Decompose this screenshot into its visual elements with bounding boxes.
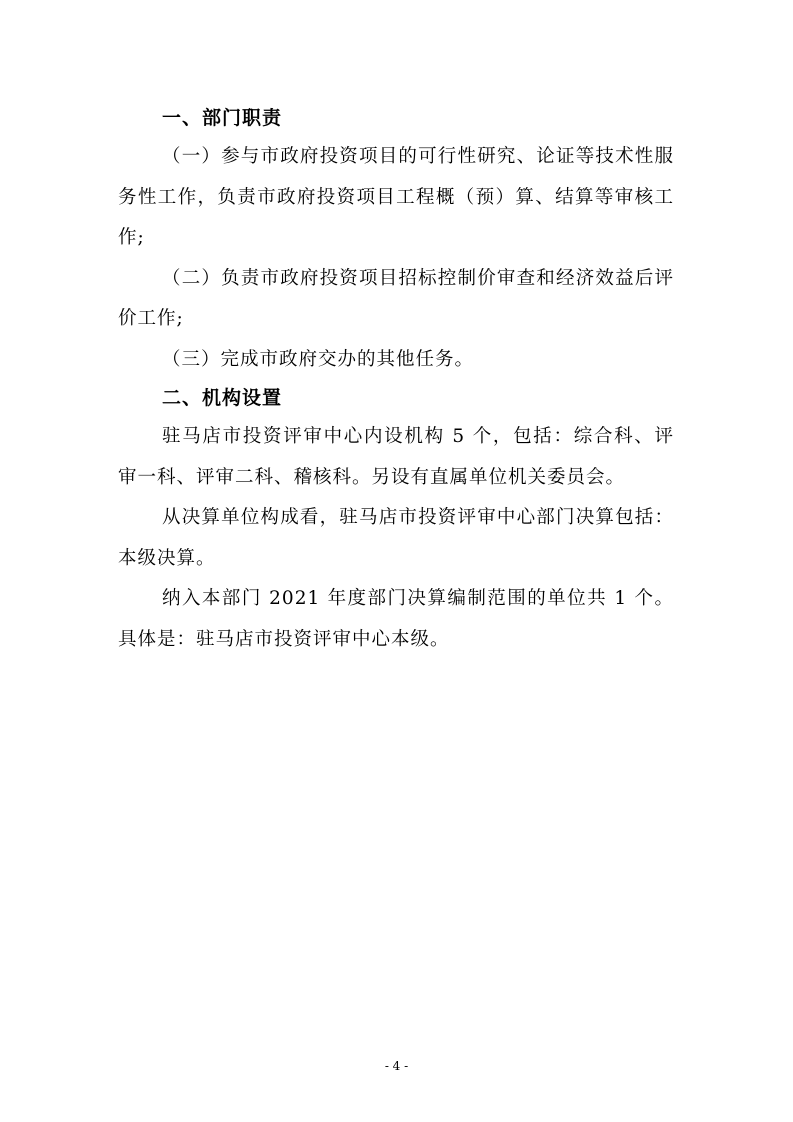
section-heading-organization: 二、机构设置 — [162, 387, 283, 409]
responsibility-item-3: （三）完成市政府交办的其他任务。 — [162, 348, 475, 370]
document-body — [118, 100, 674, 660]
responsibility-item-1: （一）参与市政府投资项目的可行性研究、论证等技术性服务性工作，负责市政府投资项目工程概（预）算、结算等审核工作; — [118, 146, 674, 248]
organization-paragraph-2: 从决算单位构成看，驻马店市投资评审中心部门决算包括：本级决算。 — [118, 507, 674, 569]
section-heading-responsibilities: 一、部门职责 — [162, 107, 283, 129]
responsibility-item-2: （二）负责市政府投资项目招标控制价审查和经济效益后评价工作; — [118, 267, 674, 329]
organization-paragraph-3: 纳入本部门 2021 年度部门决算编制范围的单位共 1 个。具体是：驻马店市投资评审中心本级。 — [118, 588, 674, 650]
organization-paragraph-1: 驻马店市投资评审中心内设机构 5 个，包括：综合科、评审一科、评审二科、稽核科。另设有直属单位机关委员会。 — [118, 426, 674, 488]
page-number: - 4 - — [384, 1059, 409, 1073]
